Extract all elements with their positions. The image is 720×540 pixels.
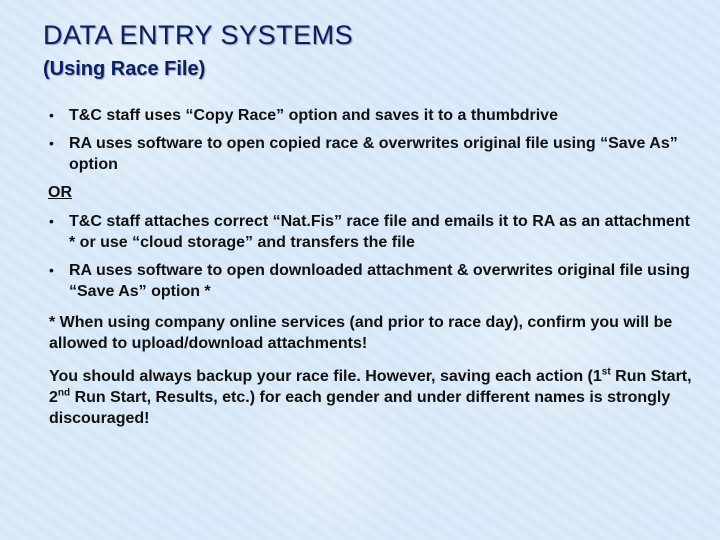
list-item xyxy=(49,105,699,126)
superscript-st: st xyxy=(601,366,611,378)
list-item xyxy=(49,211,699,253)
backup-warning xyxy=(49,366,699,429)
warning-text-3: Run Start, Results, etc.) for each gender and under different names is strongly discouraged! xyxy=(49,389,671,427)
bullet-text: T&C staff uses “Copy Race” option and saves it to a thumbdrive xyxy=(69,107,558,124)
slide-title: DATA ENTRY SYSTEMS xyxy=(43,20,354,50)
bullet-icon: • xyxy=(49,107,54,123)
warning-text-1: You should always backup your race file. However, saving each action (1 xyxy=(49,368,602,385)
list-item xyxy=(49,133,699,175)
bullet-text: T&C staff attaches correct “Nat.Fis” race file and emails it to RA as an attachment * or use “cloud storage” and transfers the file xyxy=(69,213,690,251)
bullet-text: RA uses software to open downloaded attachment & overwrites original file using “Save As” option * xyxy=(69,262,690,300)
or-separator: OR xyxy=(48,184,72,201)
list-item xyxy=(49,260,699,302)
bullet-icon: • xyxy=(49,262,54,278)
slide-subtitle: (Using Race File) xyxy=(43,58,206,80)
bullet-icon: • xyxy=(49,213,54,229)
footnote: * When using company online services (and prior to race day), confirm you will be allowed to upload/download attachments! xyxy=(49,314,673,352)
superscript-nd: nd xyxy=(57,387,71,399)
slide-body xyxy=(49,105,699,429)
warning-text-2: Run Start, 2 xyxy=(49,368,692,406)
bullet-icon: • xyxy=(49,135,54,151)
bullet-text: RA uses software to open copied race & overwrites original file using “Save As” option xyxy=(69,135,678,173)
